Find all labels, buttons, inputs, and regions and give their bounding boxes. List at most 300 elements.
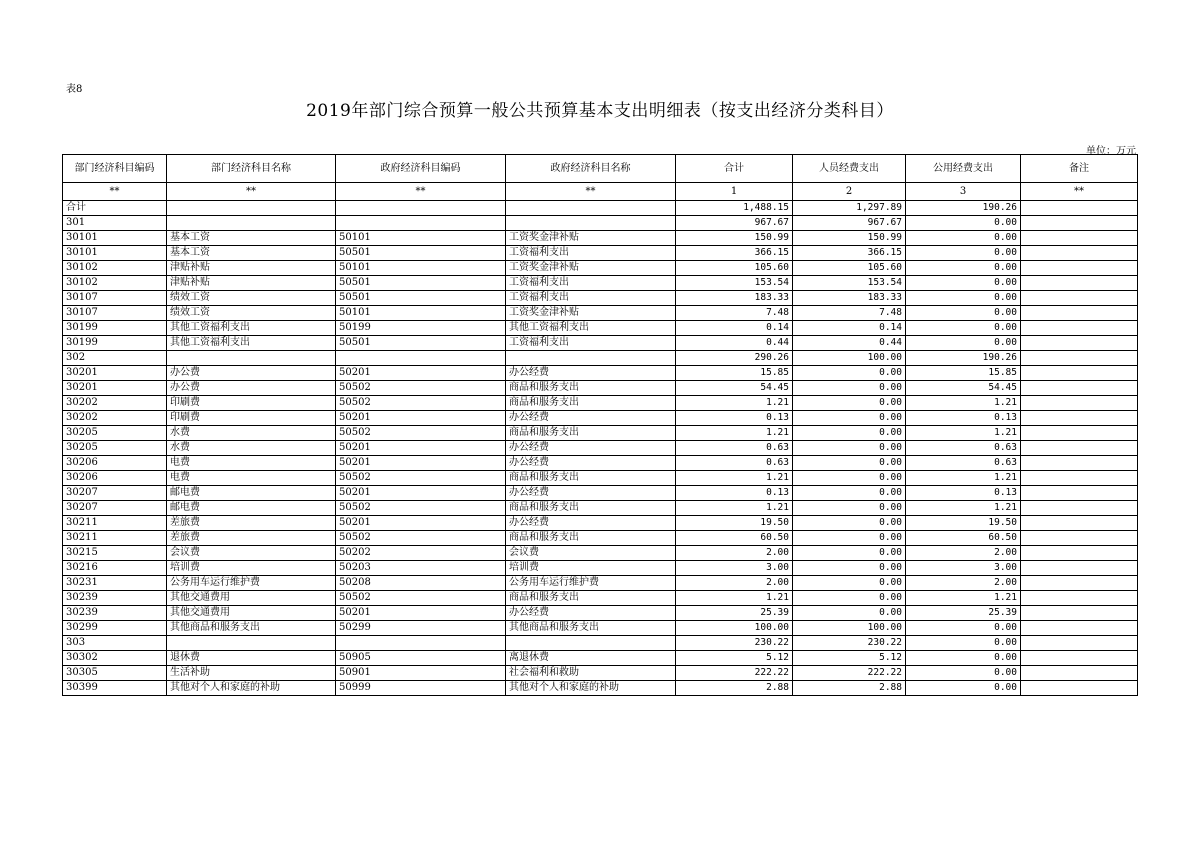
cell-gov-code: 50208 xyxy=(336,576,506,591)
cell-gov-name: 商品和服务支出 xyxy=(506,591,676,606)
cell-gov-name: 其他商品和服务支出 xyxy=(506,621,676,636)
index-cell: ** xyxy=(167,183,336,201)
cell-gov-code: 50502 xyxy=(336,471,506,486)
cell-gov-code: 50201 xyxy=(336,441,506,456)
cell-dept-code: 30202 xyxy=(63,411,167,426)
cell-personnel: 0.44 xyxy=(793,336,906,351)
cell-gov-code: 50502 xyxy=(336,426,506,441)
cell-dept-name: 印刷费 xyxy=(167,411,336,426)
cell-gov-name: 离退休费 xyxy=(506,651,676,666)
cell-gov-code xyxy=(336,216,506,231)
cell-total: 0.13 xyxy=(676,486,793,501)
cell-gov-code: 50901 xyxy=(336,666,506,681)
cell-dept-name: 其他工资福利支出 xyxy=(167,321,336,336)
table-row xyxy=(63,321,1138,336)
cell-dept-name: 其他工资福利支出 xyxy=(167,336,336,351)
cell-note xyxy=(1021,216,1138,231)
cell-note xyxy=(1021,336,1138,351)
cell-note xyxy=(1021,321,1138,336)
cell-dept-name: 其他商品和服务支出 xyxy=(167,621,336,636)
cell-dept-name: 基本工资 xyxy=(167,246,336,261)
cell-gov-code: 50502 xyxy=(336,396,506,411)
cell-total: 25.39 xyxy=(676,606,793,621)
cell-gov-name: 工资奖金津补贴 xyxy=(506,231,676,246)
cell-note xyxy=(1021,636,1138,651)
cell-public: 1.21 xyxy=(906,591,1021,606)
cell-gov-code xyxy=(336,201,506,216)
cell-personnel: 0.00 xyxy=(793,411,906,426)
cell-dept-name: 基本工资 xyxy=(167,231,336,246)
table-body xyxy=(63,201,1138,696)
budget-table xyxy=(62,154,1138,696)
cell-dept-code: 30231 xyxy=(63,576,167,591)
cell-total: 5.12 xyxy=(676,651,793,666)
cell-public: 0.00 xyxy=(906,231,1021,246)
header-dept-code: 部门经济科目编码 xyxy=(63,155,167,183)
cell-gov-code: 50501 xyxy=(336,291,506,306)
cell-dept-name: 公务用车运行维护费 xyxy=(167,576,336,591)
cell-personnel: 0.00 xyxy=(793,381,906,396)
cell-total: 183.33 xyxy=(676,291,793,306)
table-row xyxy=(63,456,1138,471)
cell-gov-name: 工资福利支出 xyxy=(506,276,676,291)
cell-note xyxy=(1021,471,1138,486)
table-row xyxy=(63,516,1138,531)
cell-total: 2.00 xyxy=(676,576,793,591)
cell-dept-name: 办公费 xyxy=(167,366,336,381)
cell-gov-code: 50501 xyxy=(336,336,506,351)
cell-gov-code: 50199 xyxy=(336,321,506,336)
cell-public: 0.00 xyxy=(906,636,1021,651)
page-title: 2019年部门综合预算一般公共预算基本支出明细表（按支出经济分类科目） xyxy=(306,101,894,121)
cell-public: 0.63 xyxy=(906,441,1021,456)
table-row xyxy=(63,336,1138,351)
cell-total: 105.60 xyxy=(676,261,793,276)
cell-dept-code: 30216 xyxy=(63,561,167,576)
cell-note xyxy=(1021,546,1138,561)
cell-dept-code: 30207 xyxy=(63,501,167,516)
cell-gov-name: 会议费 xyxy=(506,546,676,561)
cell-note xyxy=(1021,231,1138,246)
header-gov-name: 政府经济科目名称 xyxy=(506,155,676,183)
cell-gov-code: 50203 xyxy=(336,561,506,576)
table-row xyxy=(63,216,1138,231)
cell-dept-code: 303 xyxy=(63,636,167,651)
cell-dept-code: 30101 xyxy=(63,231,167,246)
cell-total: 1.21 xyxy=(676,501,793,516)
header-public: 公用经费支出 xyxy=(906,155,1021,183)
cell-public: 60.50 xyxy=(906,531,1021,546)
cell-dept-code: 30305 xyxy=(63,666,167,681)
cell-dept-code: 30239 xyxy=(63,591,167,606)
cell-gov-name: 商品和服务支出 xyxy=(506,426,676,441)
cell-gov-name: 工资福利支出 xyxy=(506,291,676,306)
cell-dept-code: 合计 xyxy=(63,201,167,216)
table-row xyxy=(63,396,1138,411)
cell-gov-name: 办公经费 xyxy=(506,456,676,471)
table-row xyxy=(63,411,1138,426)
cell-personnel: 0.00 xyxy=(793,366,906,381)
cell-dept-code: 30211 xyxy=(63,516,167,531)
cell-gov-name: 商品和服务支出 xyxy=(506,531,676,546)
cell-dept-name: 水费 xyxy=(167,441,336,456)
cell-gov-name: 工资福利支出 xyxy=(506,336,676,351)
table-row xyxy=(63,306,1138,321)
cell-personnel: 0.00 xyxy=(793,426,906,441)
table-row xyxy=(63,291,1138,306)
cell-gov-code: 50101 xyxy=(336,231,506,246)
cell-personnel: 0.00 xyxy=(793,486,906,501)
cell-dept-name: 培训费 xyxy=(167,561,336,576)
table-row xyxy=(63,636,1138,651)
cell-total: 0.14 xyxy=(676,321,793,336)
cell-public: 0.00 xyxy=(906,276,1021,291)
cell-total: 0.44 xyxy=(676,336,793,351)
cell-note xyxy=(1021,606,1138,621)
cell-dept-name xyxy=(167,216,336,231)
cell-total: 60.50 xyxy=(676,531,793,546)
table-row xyxy=(63,591,1138,606)
cell-personnel: 150.99 xyxy=(793,231,906,246)
cell-note xyxy=(1021,201,1138,216)
cell-personnel: 183.33 xyxy=(793,291,906,306)
cell-personnel: 100.00 xyxy=(793,351,906,366)
header-total: 合计 xyxy=(676,155,793,183)
cell-public: 0.00 xyxy=(906,666,1021,681)
cell-gov-name: 其他对个人和家庭的补助 xyxy=(506,681,676,696)
cell-personnel: 0.14 xyxy=(793,321,906,336)
cell-personnel: 222.22 xyxy=(793,666,906,681)
cell-total: 3.00 xyxy=(676,561,793,576)
table-row xyxy=(63,471,1138,486)
cell-dept-name: 会议费 xyxy=(167,546,336,561)
header-dept-name: 部门经济科目名称 xyxy=(167,155,336,183)
cell-total: 0.63 xyxy=(676,456,793,471)
cell-public: 25.39 xyxy=(906,606,1021,621)
cell-note xyxy=(1021,501,1138,516)
cell-total: 2.00 xyxy=(676,546,793,561)
cell-dept-name: 电费 xyxy=(167,471,336,486)
cell-personnel: 2.88 xyxy=(793,681,906,696)
cell-total: 1.21 xyxy=(676,426,793,441)
cell-total: 1.21 xyxy=(676,471,793,486)
cell-public: 54.45 xyxy=(906,381,1021,396)
cell-gov-name: 工资福利支出 xyxy=(506,246,676,261)
cell-personnel: 0.00 xyxy=(793,441,906,456)
cell-public: 2.00 xyxy=(906,576,1021,591)
table-row xyxy=(63,546,1138,561)
cell-total: 0.13 xyxy=(676,411,793,426)
cell-gov-name: 公务用车运行维护费 xyxy=(506,576,676,591)
table-number: 表8 xyxy=(66,84,83,95)
cell-total: 7.48 xyxy=(676,306,793,321)
index-cell: 3 xyxy=(906,183,1021,201)
table-row xyxy=(63,201,1138,216)
cell-dept-name: 津贴补贴 xyxy=(167,261,336,276)
cell-public: 1.21 xyxy=(906,396,1021,411)
cell-gov-name: 商品和服务支出 xyxy=(506,381,676,396)
cell-gov-name: 培训费 xyxy=(506,561,676,576)
header-personnel: 人员经费支出 xyxy=(793,155,906,183)
cell-dept-code: 30107 xyxy=(63,291,167,306)
cell-dept-code: 30201 xyxy=(63,366,167,381)
table-row xyxy=(63,231,1138,246)
table-row xyxy=(63,606,1138,621)
cell-personnel: 5.12 xyxy=(793,651,906,666)
cell-gov-name: 办公经费 xyxy=(506,606,676,621)
cell-dept-code: 30399 xyxy=(63,681,167,696)
cell-public: 1.21 xyxy=(906,501,1021,516)
cell-dept-name: 邮电费 xyxy=(167,486,336,501)
cell-gov-code: 50201 xyxy=(336,606,506,621)
cell-dept-name: 电费 xyxy=(167,456,336,471)
index-cell: ** xyxy=(1021,183,1138,201)
table-row xyxy=(63,666,1138,681)
cell-total: 0.63 xyxy=(676,441,793,456)
cell-dept-code: 30211 xyxy=(63,531,167,546)
cell-note xyxy=(1021,621,1138,636)
cell-note xyxy=(1021,246,1138,261)
cell-note xyxy=(1021,291,1138,306)
cell-note xyxy=(1021,426,1138,441)
cell-note xyxy=(1021,381,1138,396)
header-note: 备注 xyxy=(1021,155,1138,183)
table-row xyxy=(63,351,1138,366)
cell-gov-code: 50905 xyxy=(336,651,506,666)
cell-gov-name xyxy=(506,216,676,231)
header-row xyxy=(63,155,1138,183)
cell-personnel: 0.00 xyxy=(793,531,906,546)
cell-dept-code: 30302 xyxy=(63,651,167,666)
unit-label: 单位：万元 xyxy=(1086,146,1136,157)
cell-dept-code: 30107 xyxy=(63,306,167,321)
cell-gov-code: 50502 xyxy=(336,501,506,516)
cell-personnel: 100.00 xyxy=(793,621,906,636)
cell-public: 1.21 xyxy=(906,471,1021,486)
cell-public: 190.26 xyxy=(906,201,1021,216)
cell-dept-name: 退休费 xyxy=(167,651,336,666)
cell-public: 15.85 xyxy=(906,366,1021,381)
header-gov-code: 政府经济科目编码 xyxy=(336,155,506,183)
cell-gov-code: 50501 xyxy=(336,276,506,291)
cell-public: 0.00 xyxy=(906,651,1021,666)
cell-dept-code: 30299 xyxy=(63,621,167,636)
cell-dept-name: 邮电费 xyxy=(167,501,336,516)
cell-gov-code: 50201 xyxy=(336,516,506,531)
cell-public: 0.00 xyxy=(906,336,1021,351)
cell-dept-code: 30201 xyxy=(63,381,167,396)
table-row xyxy=(63,246,1138,261)
cell-public: 0.13 xyxy=(906,486,1021,501)
cell-dept-code: 30199 xyxy=(63,336,167,351)
cell-gov-name xyxy=(506,636,676,651)
cell-note xyxy=(1021,366,1138,381)
index-cell: 2 xyxy=(793,183,906,201)
cell-dept-name: 差旅费 xyxy=(167,516,336,531)
cell-personnel: 0.00 xyxy=(793,606,906,621)
cell-dept-name: 津贴补贴 xyxy=(167,276,336,291)
cell-note xyxy=(1021,591,1138,606)
cell-public: 0.00 xyxy=(906,216,1021,231)
cell-gov-name: 办公经费 xyxy=(506,411,676,426)
cell-dept-code: 30206 xyxy=(63,456,167,471)
cell-public: 0.00 xyxy=(906,681,1021,696)
table-row xyxy=(63,651,1138,666)
cell-personnel: 0.00 xyxy=(793,501,906,516)
cell-dept-code: 30202 xyxy=(63,396,167,411)
cell-note xyxy=(1021,411,1138,426)
cell-gov-name: 社会福利和救助 xyxy=(506,666,676,681)
cell-gov-name: 商品和服务支出 xyxy=(506,501,676,516)
cell-public: 0.00 xyxy=(906,621,1021,636)
cell-gov-code: 50299 xyxy=(336,621,506,636)
cell-dept-code: 30205 xyxy=(63,441,167,456)
table-row xyxy=(63,276,1138,291)
cell-dept-name xyxy=(167,636,336,651)
cell-gov-name: 办公经费 xyxy=(506,441,676,456)
cell-dept-code: 302 xyxy=(63,351,167,366)
cell-dept-code: 30199 xyxy=(63,321,167,336)
cell-gov-code: 50502 xyxy=(336,591,506,606)
cell-note xyxy=(1021,651,1138,666)
cell-public: 1.21 xyxy=(906,426,1021,441)
table-row xyxy=(63,531,1138,546)
cell-personnel: 0.00 xyxy=(793,546,906,561)
cell-note xyxy=(1021,681,1138,696)
cell-note xyxy=(1021,666,1138,681)
cell-personnel: 366.15 xyxy=(793,246,906,261)
index-cell: ** xyxy=(336,183,506,201)
index-cell: ** xyxy=(63,183,167,201)
cell-personnel: 0.00 xyxy=(793,561,906,576)
table-row xyxy=(63,261,1138,276)
cell-dept-code: 30102 xyxy=(63,276,167,291)
cell-public: 2.00 xyxy=(906,546,1021,561)
cell-note xyxy=(1021,396,1138,411)
cell-total: 150.99 xyxy=(676,231,793,246)
cell-gov-code: 50101 xyxy=(336,306,506,321)
cell-dept-code: 30206 xyxy=(63,471,167,486)
cell-gov-name xyxy=(506,201,676,216)
cell-note xyxy=(1021,276,1138,291)
cell-note xyxy=(1021,516,1138,531)
cell-public: 19.50 xyxy=(906,516,1021,531)
table-row xyxy=(63,681,1138,696)
cell-personnel: 0.00 xyxy=(793,576,906,591)
cell-gov-code: 50201 xyxy=(336,456,506,471)
cell-dept-name: 其他交通费用 xyxy=(167,606,336,621)
cell-dept-name: 差旅费 xyxy=(167,531,336,546)
cell-total: 366.15 xyxy=(676,246,793,261)
cell-dept-name: 其他交通费用 xyxy=(167,591,336,606)
table-row xyxy=(63,576,1138,591)
cell-personnel: 105.60 xyxy=(793,261,906,276)
cell-note xyxy=(1021,306,1138,321)
cell-gov-code: 50202 xyxy=(336,546,506,561)
cell-total: 1.21 xyxy=(676,591,793,606)
cell-note xyxy=(1021,456,1138,471)
index-row xyxy=(63,183,1138,201)
cell-gov-code: 50201 xyxy=(336,486,506,501)
cell-gov-code: 50502 xyxy=(336,531,506,546)
cell-note xyxy=(1021,576,1138,591)
cell-personnel: 0.00 xyxy=(793,396,906,411)
index-cell: ** xyxy=(506,183,676,201)
cell-public: 3.00 xyxy=(906,561,1021,576)
cell-note xyxy=(1021,441,1138,456)
cell-total: 153.54 xyxy=(676,276,793,291)
cell-gov-name: 办公经费 xyxy=(506,516,676,531)
cell-personnel: 7.48 xyxy=(793,306,906,321)
cell-dept-code: 30239 xyxy=(63,606,167,621)
cell-dept-name: 办公费 xyxy=(167,381,336,396)
cell-gov-name: 商品和服务支出 xyxy=(506,471,676,486)
table-row xyxy=(63,621,1138,636)
cell-dept-name: 绩效工资 xyxy=(167,306,336,321)
cell-public: 0.13 xyxy=(906,411,1021,426)
cell-total: 222.22 xyxy=(676,666,793,681)
cell-dept-name: 绩效工资 xyxy=(167,291,336,306)
cell-total: 230.22 xyxy=(676,636,793,651)
cell-gov-name: 办公经费 xyxy=(506,366,676,381)
cell-dept-code: 30101 xyxy=(63,246,167,261)
cell-total: 967.67 xyxy=(676,216,793,231)
cell-public: 0.00 xyxy=(906,291,1021,306)
cell-dept-name: 生活补助 xyxy=(167,666,336,681)
cell-dept-code: 30102 xyxy=(63,261,167,276)
table-row xyxy=(63,426,1138,441)
cell-gov-code: 50201 xyxy=(336,366,506,381)
cell-personnel: 153.54 xyxy=(793,276,906,291)
cell-note xyxy=(1021,351,1138,366)
cell-gov-name: 工资奖金津补贴 xyxy=(506,261,676,276)
cell-gov-code: 50201 xyxy=(336,411,506,426)
table-row xyxy=(63,441,1138,456)
cell-personnel: 0.00 xyxy=(793,591,906,606)
cell-note xyxy=(1021,486,1138,501)
cell-total: 2.88 xyxy=(676,681,793,696)
cell-dept-name: 印刷费 xyxy=(167,396,336,411)
cell-gov-code: 50999 xyxy=(336,681,506,696)
cell-public: 0.00 xyxy=(906,306,1021,321)
cell-total: 290.26 xyxy=(676,351,793,366)
cell-total: 54.45 xyxy=(676,381,793,396)
cell-personnel: 967.67 xyxy=(793,216,906,231)
table-row xyxy=(63,561,1138,576)
cell-public: 0.00 xyxy=(906,321,1021,336)
table-row xyxy=(63,366,1138,381)
cell-note xyxy=(1021,561,1138,576)
cell-gov-name: 其他工资福利支出 xyxy=(506,321,676,336)
cell-personnel: 0.00 xyxy=(793,471,906,486)
cell-dept-code: 301 xyxy=(63,216,167,231)
cell-total: 15.85 xyxy=(676,366,793,381)
cell-personnel: 230.22 xyxy=(793,636,906,651)
cell-public: 0.63 xyxy=(906,456,1021,471)
cell-gov-name: 商品和服务支出 xyxy=(506,396,676,411)
table-row xyxy=(63,501,1138,516)
cell-personnel: 0.00 xyxy=(793,516,906,531)
cell-dept-name xyxy=(167,201,336,216)
cell-gov-code xyxy=(336,351,506,366)
cell-total: 100.00 xyxy=(676,621,793,636)
index-cell: 1 xyxy=(676,183,793,201)
cell-gov-name: 工资奖金津补贴 xyxy=(506,306,676,321)
cell-dept-code: 30215 xyxy=(63,546,167,561)
cell-gov-name xyxy=(506,351,676,366)
table-row xyxy=(63,381,1138,396)
cell-total: 1,488.15 xyxy=(676,201,793,216)
